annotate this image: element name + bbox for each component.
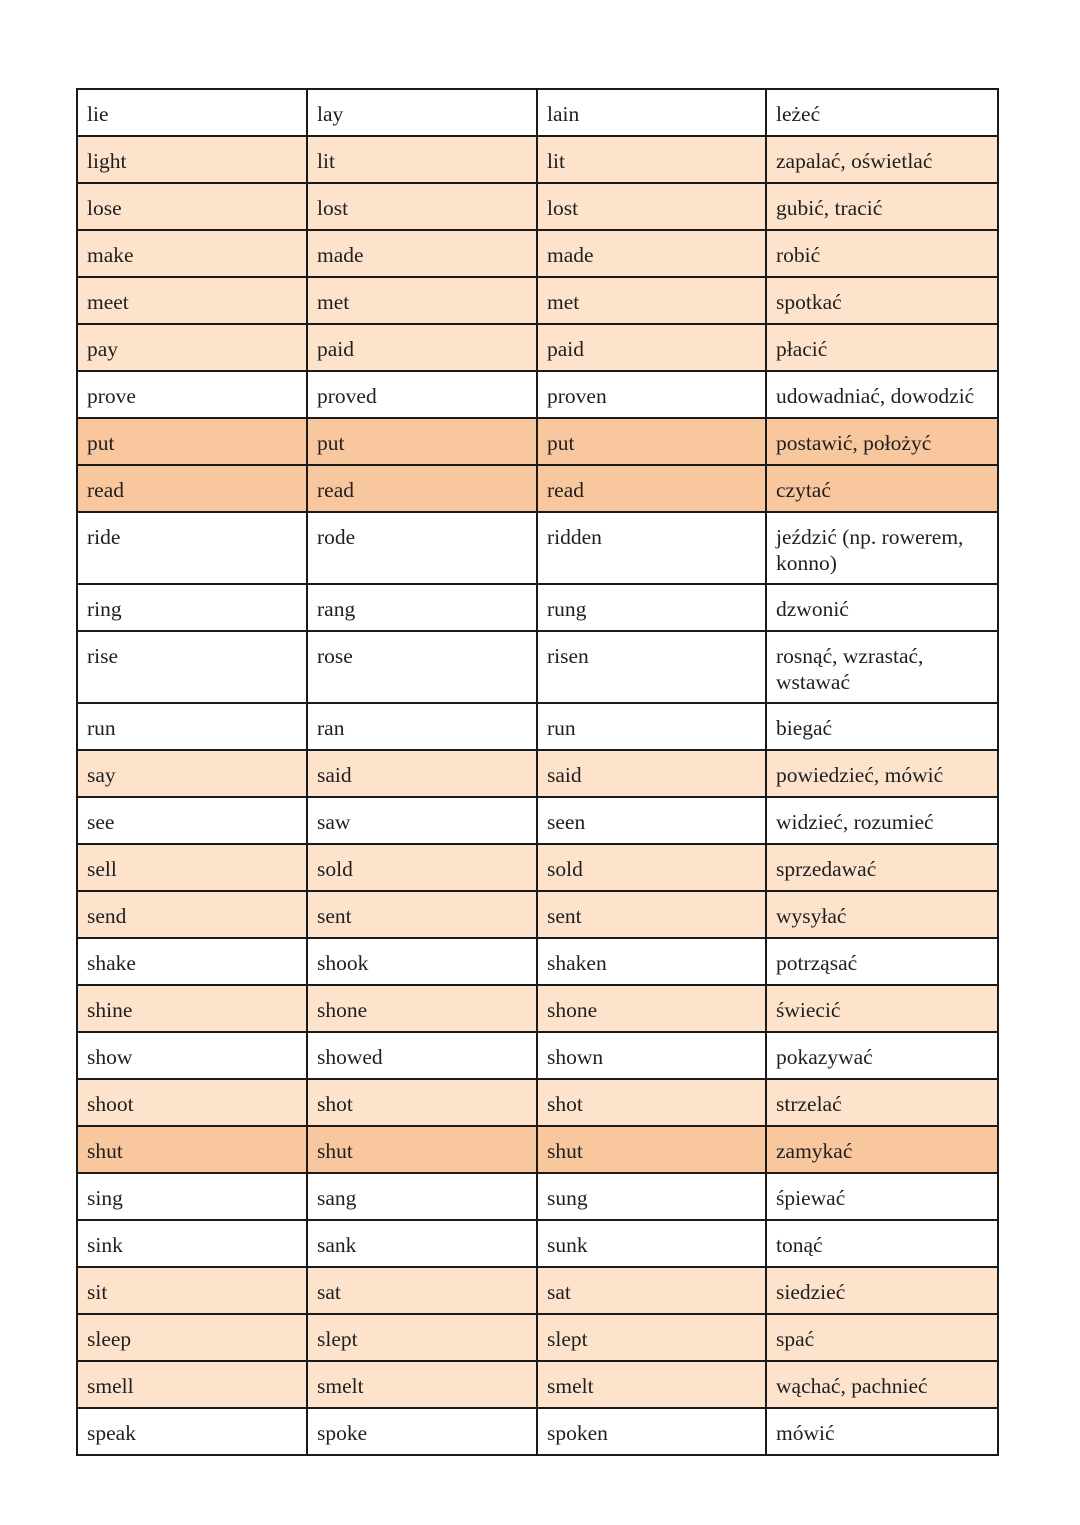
translation-cell: gubić, tracić (766, 183, 998, 230)
base-form-cell: read (77, 465, 307, 512)
base-form-cell: sing (77, 1173, 307, 1220)
verb-row (77, 1361, 998, 1408)
translation-cell: śpiewać (766, 1173, 998, 1220)
base-form-cell: run (77, 703, 307, 750)
past-participle-cell: rung (537, 584, 766, 631)
translation-cell: robić (766, 230, 998, 277)
past-participle-cell: shone (537, 985, 766, 1032)
verb-row (77, 891, 998, 938)
past-simple-cell: rose (307, 631, 537, 703)
base-form-cell: ride (77, 512, 307, 584)
past-simple-cell: rode (307, 512, 537, 584)
base-form-cell: sink (77, 1220, 307, 1267)
base-form-cell: prove (77, 371, 307, 418)
past-simple-cell: shut (307, 1126, 537, 1173)
past-simple-cell: lost (307, 183, 537, 230)
verb-table-body (77, 89, 998, 1455)
verb-row (77, 1032, 998, 1079)
translation-cell: spotkać (766, 277, 998, 324)
past-simple-cell: smelt (307, 1361, 537, 1408)
verb-row (77, 1079, 998, 1126)
translation-cell: płacić (766, 324, 998, 371)
base-form-cell: sleep (77, 1314, 307, 1361)
verb-row (77, 985, 998, 1032)
translation-cell: sprzedawać (766, 844, 998, 891)
verb-row (77, 703, 998, 750)
translation-cell: leżeć (766, 89, 998, 136)
verb-row (77, 324, 998, 371)
past-simple-cell: met (307, 277, 537, 324)
past-simple-cell: paid (307, 324, 537, 371)
translation-cell: tonąć (766, 1220, 998, 1267)
verb-row (77, 797, 998, 844)
translation-cell: wysyłać (766, 891, 998, 938)
verb-row (77, 465, 998, 512)
past-participle-cell: ridden (537, 512, 766, 584)
past-participle-cell: shot (537, 1079, 766, 1126)
base-form-cell: shake (77, 938, 307, 985)
past-simple-cell: sat (307, 1267, 537, 1314)
verb-row (77, 631, 998, 703)
base-form-cell: show (77, 1032, 307, 1079)
verb-row (77, 183, 998, 230)
past-participle-cell: said (537, 750, 766, 797)
base-form-cell: make (77, 230, 307, 277)
base-form-cell: shoot (77, 1079, 307, 1126)
verb-row (77, 418, 998, 465)
past-simple-cell: said (307, 750, 537, 797)
past-simple-cell: showed (307, 1032, 537, 1079)
past-participle-cell: shut (537, 1126, 766, 1173)
translation-cell: zamykać (766, 1126, 998, 1173)
base-form-cell: sell (77, 844, 307, 891)
past-participle-cell: made (537, 230, 766, 277)
verb-row (77, 584, 998, 631)
translation-cell: powiedzieć, mówić (766, 750, 998, 797)
verb-row (77, 1126, 998, 1173)
past-participle-cell: risen (537, 631, 766, 703)
irregular-verbs-table (76, 88, 999, 1456)
past-simple-cell: shot (307, 1079, 537, 1126)
base-form-cell: shut (77, 1126, 307, 1173)
translation-cell: rosnąć, wzrastać, wstawać (766, 631, 998, 703)
base-form-cell: light (77, 136, 307, 183)
base-form-cell: speak (77, 1408, 307, 1455)
translation-cell: widzieć, rozumieć (766, 797, 998, 844)
translation-cell: wąchać, pachnieć (766, 1361, 998, 1408)
translation-cell: spać (766, 1314, 998, 1361)
translation-cell: siedzieć (766, 1267, 998, 1314)
translation-cell: jeździć (np. rowerem, konno) (766, 512, 998, 584)
past-participle-cell: sung (537, 1173, 766, 1220)
translation-cell: biegać (766, 703, 998, 750)
verb-row (77, 1267, 998, 1314)
verb-row (77, 938, 998, 985)
base-form-cell: say (77, 750, 307, 797)
verb-row (77, 1408, 998, 1455)
past-simple-cell: ran (307, 703, 537, 750)
base-form-cell: rise (77, 631, 307, 703)
translation-cell: udowadniać, dowodzić (766, 371, 998, 418)
past-participle-cell: run (537, 703, 766, 750)
verb-row (77, 1314, 998, 1361)
past-participle-cell: sold (537, 844, 766, 891)
base-form-cell: pay (77, 324, 307, 371)
past-simple-cell: sold (307, 844, 537, 891)
past-simple-cell: sank (307, 1220, 537, 1267)
past-simple-cell: read (307, 465, 537, 512)
past-participle-cell: paid (537, 324, 766, 371)
past-simple-cell: slept (307, 1314, 537, 1361)
translation-cell: zapalać, oświetlać (766, 136, 998, 183)
verb-row (77, 512, 998, 584)
translation-cell: świecić (766, 985, 998, 1032)
past-simple-cell: lay (307, 89, 537, 136)
past-simple-cell: lit (307, 136, 537, 183)
past-participle-cell: shaken (537, 938, 766, 985)
translation-cell: czytać (766, 465, 998, 512)
verb-row (77, 136, 998, 183)
base-form-cell: smell (77, 1361, 307, 1408)
base-form-cell: shine (77, 985, 307, 1032)
past-participle-cell: smelt (537, 1361, 766, 1408)
past-participle-cell: sunk (537, 1220, 766, 1267)
past-participle-cell: spoken (537, 1408, 766, 1455)
past-participle-cell: slept (537, 1314, 766, 1361)
base-form-cell: sit (77, 1267, 307, 1314)
verb-row (77, 750, 998, 797)
translation-cell: postawić, położyć (766, 418, 998, 465)
past-simple-cell: put (307, 418, 537, 465)
verb-row (77, 277, 998, 324)
past-participle-cell: put (537, 418, 766, 465)
verb-row (77, 371, 998, 418)
base-form-cell: meet (77, 277, 307, 324)
translation-cell: mówić (766, 1408, 998, 1455)
past-participle-cell: seen (537, 797, 766, 844)
base-form-cell: lie (77, 89, 307, 136)
translation-cell: strzelać (766, 1079, 998, 1126)
verb-row (77, 1220, 998, 1267)
past-participle-cell: lost (537, 183, 766, 230)
past-simple-cell: rang (307, 584, 537, 631)
past-simple-cell: made (307, 230, 537, 277)
past-participle-cell: lain (537, 89, 766, 136)
verb-row (77, 1173, 998, 1220)
past-simple-cell: shook (307, 938, 537, 985)
past-participle-cell: proven (537, 371, 766, 418)
verb-row (77, 89, 998, 136)
translation-cell: pokazywać (766, 1032, 998, 1079)
past-simple-cell: spoke (307, 1408, 537, 1455)
past-simple-cell: saw (307, 797, 537, 844)
translation-cell: potrząsać (766, 938, 998, 985)
base-form-cell: ring (77, 584, 307, 631)
base-form-cell: see (77, 797, 307, 844)
translation-cell: dzwonić (766, 584, 998, 631)
past-simple-cell: shone (307, 985, 537, 1032)
past-participle-cell: sent (537, 891, 766, 938)
verb-row (77, 230, 998, 277)
past-participle-cell: shown (537, 1032, 766, 1079)
past-participle-cell: sat (537, 1267, 766, 1314)
past-participle-cell: read (537, 465, 766, 512)
base-form-cell: put (77, 418, 307, 465)
past-participle-cell: met (537, 277, 766, 324)
past-simple-cell: sent (307, 891, 537, 938)
base-form-cell: lose (77, 183, 307, 230)
past-participle-cell: lit (537, 136, 766, 183)
base-form-cell: send (77, 891, 307, 938)
verb-row (77, 844, 998, 891)
past-simple-cell: proved (307, 371, 537, 418)
past-simple-cell: sang (307, 1173, 537, 1220)
